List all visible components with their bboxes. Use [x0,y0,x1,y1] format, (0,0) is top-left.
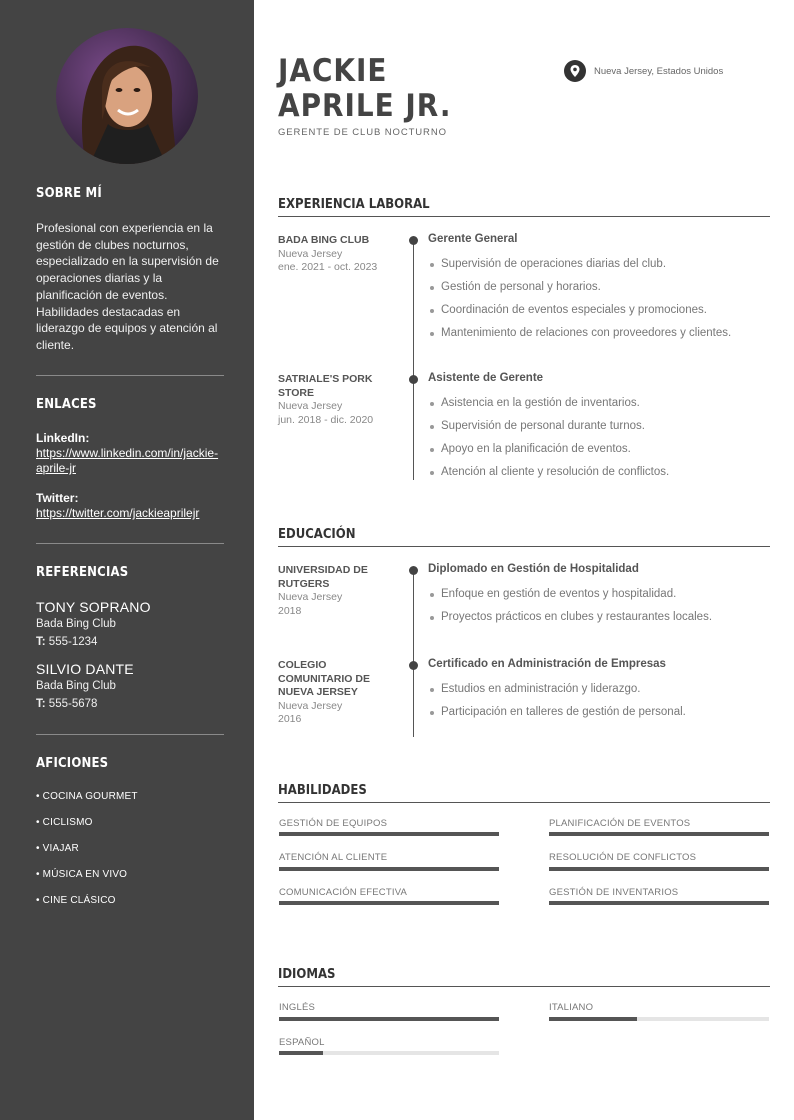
sidebar-divider [36,543,224,544]
education-detail: Enfoque en gestión de eventos y hospitalidad. [441,588,677,600]
links-heading: ENLACES [36,397,97,412]
language-bar-fill [549,1017,637,1021]
skill-bar-fill [279,901,499,905]
responsibility-item: Supervisión de personal durante turnos. [441,420,645,432]
skill-bar [279,867,499,871]
language-bar-fill [279,1017,499,1021]
skill-name: COMUNICACIÓN EFECTIVA [279,887,408,898]
language-name: ITALIANO [549,1002,594,1013]
position-title: Gerente General [428,233,518,245]
degree-title: Diplomado en Gestión de Hospitalidad [428,563,639,575]
skill-bar [549,832,769,836]
language-name: INGLÉS [279,1002,316,1013]
skills-heading: HABILIDADES [278,783,367,798]
skill-bar-fill [279,867,499,871]
education-detail: Estudios en administración y liderazgo. [441,683,641,695]
employer [278,234,396,275]
school [278,564,396,618]
sidebar [0,0,254,1120]
section-rule [278,986,770,987]
school [278,659,396,727]
school-name: COLEGIO COMUNITARIO DE NUEVA JERSEY [278,659,370,698]
reference-name: TONY SOPRANO [36,599,151,615]
profile-photo [56,28,198,164]
skill-bar-fill [279,832,499,836]
language-bar-fill [279,1051,323,1055]
skill-bar-fill [549,901,769,905]
sidebar-divider [36,734,224,735]
graduation-year: 2016 [278,713,302,725]
about-text: Profesional con experiencia en la gestión de clubes nocturnos, especializado en la supervisión de operaciones diarias y la planificación de eventos. Habilidades destacadas en liderazgo de equipos y atención al cliente. [36,221,219,352]
section-rule [278,546,770,547]
reference-phone: 555-1234 [48,636,98,648]
responsibility-item: Mantenimiento de relaciones con proveedores y clientes. [441,327,732,339]
employment-dates: jun. 2018 - dic. 2020 [278,413,374,426]
location-text: Nueva Jersey, Estados Unidos [594,66,724,77]
map-pin-icon [564,60,586,82]
responsibility-item: Apoyo en la planificación de eventos. [441,443,631,455]
reference-company: Bada Bing Club [36,618,116,630]
section-rule [278,802,770,803]
link-twitter [36,491,224,521]
employer-location: Nueva Jersey [278,400,343,412]
experience-heading: EXPERIENCIA LABORAL [278,197,430,212]
language-bar [279,1051,499,1055]
reference-company: Bada Bing Club [36,680,116,692]
skill-bar [549,867,769,871]
position-title: Asistente de Gerente [428,372,544,384]
section-rule [278,216,770,217]
responsibility-item: Coordinación de eventos especiales y promociones. [441,304,707,316]
responsibility-item: Asistencia en la gestión de inventarios. [441,397,640,409]
hobby-item: • CICLISMO [36,817,93,828]
link-label: Twitter: [36,491,79,505]
responsibility-item: Supervisión de operaciones diarias del club. [441,258,667,270]
hobby-item: • MÚSICA EN VIVO [36,869,128,880]
reference-name: SILVIO DANTE [36,661,134,677]
timeline-dot [409,566,418,575]
about-heading: SOBRE MÍ [36,186,102,201]
languages-heading: IDIOMAS [278,967,336,982]
employer [278,373,396,427]
responsibility-item: Atención al cliente y resolución de conflictos. [441,466,670,478]
language-bar [279,1017,499,1021]
education-detail: Proyectos prácticos en clubes y restaurantes locales. [441,611,713,623]
employer-name: SATRIALE'S PORK STORE [278,373,373,399]
timeline-dot [409,661,418,670]
skill-name: GESTIÓN DE INVENTARIOS [549,887,679,898]
skill-name: PLANIFICACIÓN DE EVENTOS [549,818,691,829]
reference-item [36,661,134,713]
reference-item [36,599,151,651]
last-name: APRILE JR. [278,88,452,124]
reference-phone: 555-5678 [48,698,98,710]
skill-bar [279,901,499,905]
timeline-line [413,240,414,480]
hobbies-heading: AFICIONES [36,756,109,771]
school-location: Nueva Jersey [278,591,343,603]
school-name: UNIVERSIDAD DE RUTGERS [278,564,368,590]
references-heading: REFERENCIAS [36,565,129,580]
candidate-name [278,54,451,124]
skill-bar-fill [549,867,769,871]
sidebar-divider [36,375,224,376]
degree-title: Certificado en Administración de Empresas [428,658,666,670]
skill-name: ATENCIÓN AL CLIENTE [279,852,388,863]
graduation-year: 2018 [278,604,302,617]
timeline-line [413,570,414,737]
timeline-dot [409,236,418,245]
skill-bar [549,901,769,905]
skill-bar-fill [549,832,769,836]
skill-bar [279,832,499,836]
employment-dates: ene. 2021 - oct. 2023 [278,261,378,273]
responsibility-item: Gestión de personal y horarios. [441,281,601,293]
skill-name: RESOLUCIÓN DE CONFLICTOS [549,852,697,863]
hobby-item: • VIAJAR [36,843,79,854]
link-label: LinkedIn: [36,431,90,445]
employer-name: BADA BING CLUB [278,234,370,246]
phone-label: T: [36,698,46,710]
phone-label: T: [36,636,46,648]
employer-location: Nueva Jersey [278,247,343,260]
education-heading: EDUCACIÓN [278,527,356,542]
education-detail: Participación en talleres de gestión de personal. [441,706,686,718]
language-bar [549,1017,769,1021]
twitter-link[interactable]: https://twitter.com/jackieaprilejr [36,506,200,520]
first-name: JACKIE [278,53,388,89]
link-linkedin [36,431,224,476]
linkedin-link[interactable]: https://www.linkedin.com/in/jackie-aprile-jr [36,446,219,475]
language-name: ESPAÑOL [279,1037,325,1048]
skill-name: GESTIÓN DE EQUIPOS [279,818,388,829]
school-location: Nueva Jersey [278,699,343,712]
hobby-item: • CINE CLÁSICO [36,895,116,906]
hobby-item: • COCINA GOURMET [36,791,138,802]
timeline-dot [409,375,418,384]
job-title: GERENTE DE CLUB NOCTURNO [278,127,447,138]
